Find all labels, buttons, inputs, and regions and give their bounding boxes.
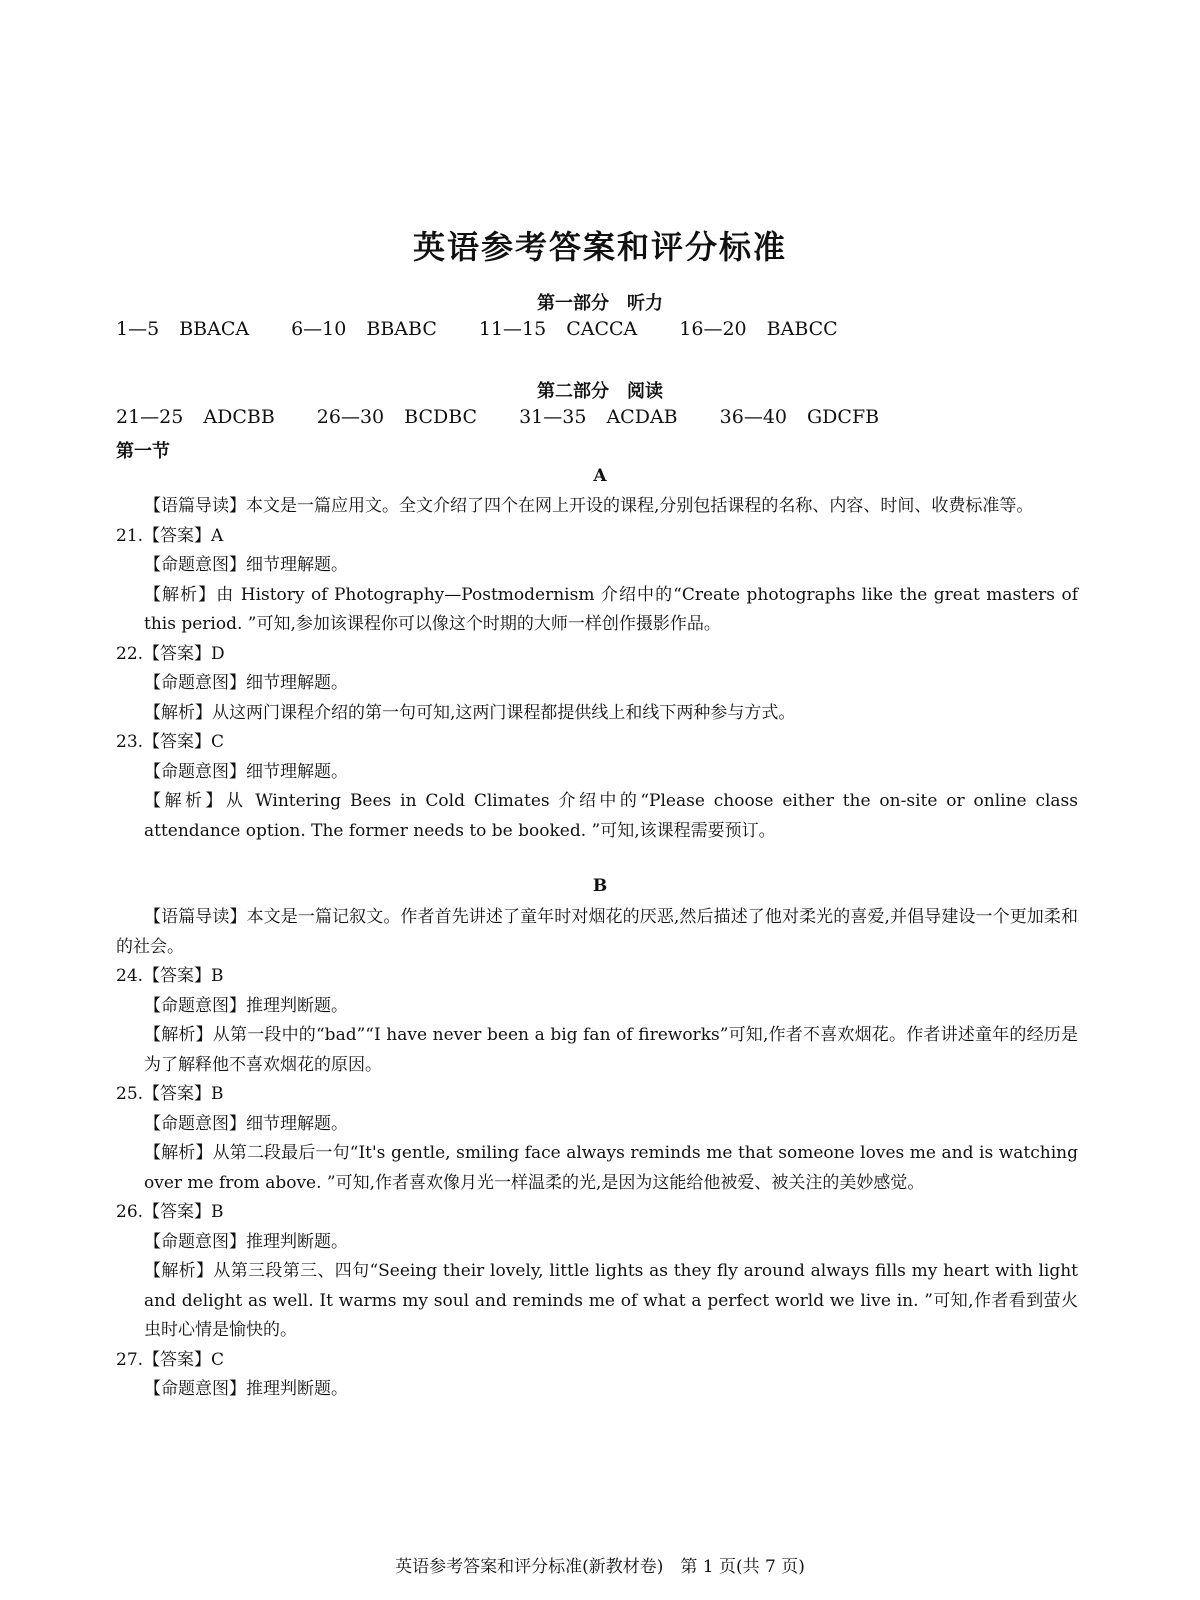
answer-group: 36—40 GDCFB <box>719 406 880 428</box>
q26-intent: 【命题意图】推理判断题。 <box>144 1231 348 1252</box>
part2-heading: 第二部分 阅读 <box>537 381 663 402</box>
q22-analysis: 【解析】从这两门课程介绍的第一句可知,这两门课程都提供线上和线下两种参与方式。 <box>144 702 796 723</box>
answer-group: 26—30 BCDBC <box>316 406 478 428</box>
q25-intent: 【命题意图】细节理解题。 <box>144 1113 348 1134</box>
passage-a-letter: A <box>593 466 607 486</box>
answer-group: 16—20 BABCC <box>679 318 838 340</box>
q24-intent: 【命题意图】推理判断题。 <box>144 995 348 1016</box>
q21-intent: 【命题意图】细节理解题。 <box>144 555 348 575</box>
part1-heading: 第一部分 听力 <box>537 293 663 314</box>
page-title: 英语参考答案和评分标准 <box>412 228 787 266</box>
passage-a-intro: 【语篇导读】本文是一篇应用文。全文介绍了四个在网上开设的课程,分别包括课程的名称、内容、时间、收费标准等。 <box>144 496 1034 516</box>
answer-group: 6—10 BBABC <box>291 318 437 340</box>
q25-analysis: 【解析】从第二段最后一句“It's gentle, smiling face always reminds me that someone loves me and is watching over me from above. ”可知,作者喜欢像月光一样温柔的光,是因为这能给他被爱、被关注的美妙感觉。 <box>144 1143 1078 1193</box>
q27-intent: 【命题意图】推理判断题。 <box>144 1379 348 1399</box>
passage-b-block <box>116 903 1078 1405</box>
passage-b-letter: B <box>592 876 608 896</box>
q23-answer: 23.【答案】C <box>116 732 225 752</box>
q27-answer: 27.【答案】C <box>116 1349 225 1370</box>
answer-group: 11—15 CACCA <box>478 318 638 340</box>
q23-intent: 【命题意图】细节理解题。 <box>144 761 348 782</box>
q22-intent: 【命题意图】细节理解题。 <box>144 673 348 693</box>
q23-analysis: 【解析】从 Wintering Bees in Cold Climates 介绍中的“Please choose either the on-site or online class attendance option. The former needs to be booked. ”可知,该课程需要预订。 <box>144 791 1078 841</box>
q21-answer: 21.【答案】A <box>116 525 224 546</box>
answer-group: 21—25 ADCBB <box>116 406 275 428</box>
answer-group: 31—35 ACDAB <box>519 406 678 428</box>
part2-answers <box>116 406 921 428</box>
q25-answer: 25.【答案】B <box>116 1084 224 1104</box>
q26-answer: 26.【答案】B <box>116 1202 224 1222</box>
section-label: 第一节 <box>116 441 170 462</box>
part1-answers <box>116 318 880 340</box>
passage-a-block <box>116 492 1078 846</box>
q26-analysis: 【解析】从第三段第三、四句“Seeing their lovely, little lights as they fly around always fills my heart with light and delight as well. It warms my soul and reminds me of what a perfect world we live in. ”可知,作者看到萤火虫时心情是愉快的。 <box>144 1261 1078 1340</box>
q21-analysis: 【解析】由 History of Photography—Postmodernism 介绍中的“Create photographs like the great masters of this period. ”可知,参加该课程你可以像这个时期的大师一样创作摄影作品。 <box>144 584 1078 634</box>
page-footer: 英语参考答案和评分标准(新教材卷) 第 1 页(共 7 页) <box>395 1557 805 1577</box>
q24-answer: 24.【答案】B <box>116 966 224 986</box>
q24-analysis: 【解析】从第一段中的“bad”“I have never been a big fan of fireworks”可知,作者不喜欢烟花。作者讲述童年的经历是为了解释他不喜欢烟花的原因。 <box>144 1025 1078 1075</box>
q22-answer: 22.【答案】D <box>116 643 225 664</box>
answer-group: 1—5 BBACA <box>116 318 250 340</box>
passage-b-intro: 【语篇导读】本文是一篇记叙文。作者首先讲述了童年时对烟花的厌恶,然后描述了他对柔光的喜爱,并倡导建设一个更加柔和的社会。 <box>116 907 1078 957</box>
